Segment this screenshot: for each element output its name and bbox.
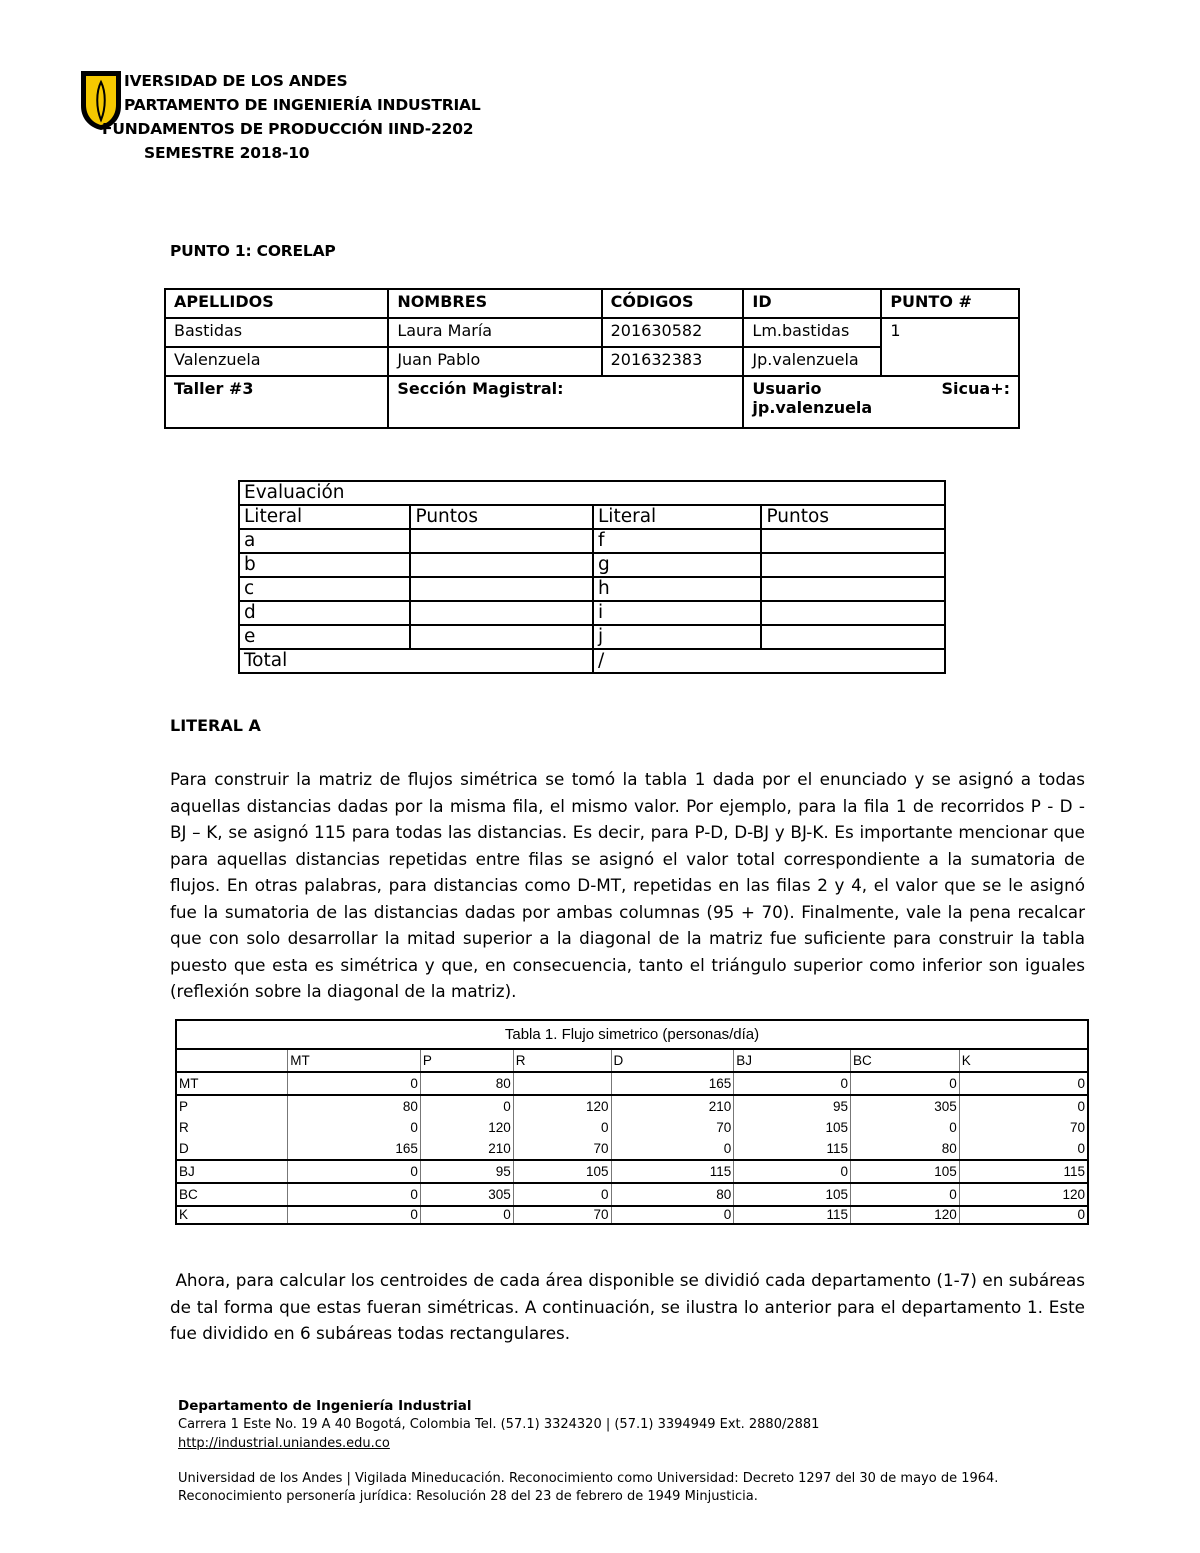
eval-literal: e xyxy=(239,625,410,649)
flow-cell: 120 xyxy=(420,1117,513,1138)
eval-points xyxy=(410,601,593,625)
flow-cell: 0 xyxy=(959,1138,1088,1160)
flow-cell: 165 xyxy=(288,1138,421,1160)
flow-cell: 0 xyxy=(734,1072,851,1095)
flow-cell: 0 xyxy=(288,1117,421,1138)
flow-cell: 0 xyxy=(959,1095,1088,1117)
cell-apellido: Bastidas xyxy=(165,318,388,347)
flow-cell: 120 xyxy=(850,1206,959,1224)
footer-address: Carrera 1 Este No. 19 A 40 Bogotá, Colombia Tel. (57.1) 3324320 | (57.1) 3394949 Ext. 2880/2881 xyxy=(178,1417,820,1432)
flow-cell: 105 xyxy=(850,1160,959,1183)
flow-cell: 115 xyxy=(734,1206,851,1224)
flow-cell: 165 xyxy=(611,1072,734,1095)
eval-literal: a xyxy=(239,529,410,553)
info-footer-row xyxy=(165,376,1019,428)
flow-col-header: BC xyxy=(850,1049,959,1072)
cell-codigo: 201632383 xyxy=(602,347,744,376)
flow-cell: 0 xyxy=(611,1206,734,1224)
footer-department: Departamento de Ingeniería Industrial xyxy=(178,1398,472,1414)
eval-literal: g xyxy=(593,553,761,577)
flow-cell: 0 xyxy=(850,1072,959,1095)
flow-cell: 210 xyxy=(420,1138,513,1160)
eval-literal: j xyxy=(593,625,761,649)
flow-row xyxy=(176,1206,1088,1224)
eval-points xyxy=(761,553,945,577)
eval-literal: c xyxy=(239,577,410,601)
flow-cell: 120 xyxy=(959,1183,1088,1206)
flow-cell: 95 xyxy=(734,1095,851,1117)
flow-cell: 0 xyxy=(420,1095,513,1117)
punto-title: PUNTO 1: CORELAP xyxy=(170,242,336,260)
eval-literal: b xyxy=(239,553,410,577)
flow-cell: 0 xyxy=(420,1206,513,1224)
eval-points xyxy=(761,529,945,553)
eval-literal: d xyxy=(239,601,410,625)
eval-literal: h xyxy=(593,577,761,601)
eval-literal: i xyxy=(593,601,761,625)
flow-row xyxy=(176,1117,1088,1138)
eval-col-literal: Literal xyxy=(593,505,761,529)
flow-cell: 305 xyxy=(850,1095,959,1117)
flow-cell: 0 xyxy=(513,1117,611,1138)
eval-points xyxy=(761,601,945,625)
eval-col-puntos: Puntos xyxy=(410,505,593,529)
flow-cell: 0 xyxy=(288,1160,421,1183)
flow-cell: 105 xyxy=(513,1160,611,1183)
evaluation-row xyxy=(239,529,945,553)
flow-col-header: MT xyxy=(288,1049,421,1072)
flow-row-label: P xyxy=(176,1095,288,1117)
cell-nombre: Laura María xyxy=(388,318,601,347)
header-semester: SEMESTRE 2018-10 xyxy=(144,144,310,162)
header-department: PARTAMENTO DE INGENIERÍA INDUSTRIAL xyxy=(124,96,481,114)
flow-cell: 105 xyxy=(734,1117,851,1138)
flow-col-header: R xyxy=(513,1049,611,1072)
col-punto: PUNTO # xyxy=(881,289,1019,318)
flow-cell: 115 xyxy=(959,1160,1088,1183)
student-row xyxy=(165,318,1019,347)
flow-col-header: BJ xyxy=(734,1049,851,1072)
footer-legal-2: Reconocimiento personería jurídica: Resolución 28 del 23 de febrero de 1949 Minjusticia. xyxy=(178,1489,758,1504)
flow-cell: 80 xyxy=(420,1072,513,1095)
flow-cell xyxy=(513,1072,611,1095)
flow-row-label: R xyxy=(176,1117,288,1138)
flow-cell: 115 xyxy=(734,1138,851,1160)
flow-row-label: BC xyxy=(176,1183,288,1206)
flow-cell: 305 xyxy=(420,1183,513,1206)
evaluation-table xyxy=(238,480,946,674)
footer-legal-1: Universidad de los Andes | Vigilada Mineducación. Reconocimiento como Universidad: Decreto 1297 del 30 de mayo de 1964. xyxy=(178,1471,999,1486)
flow-table-caption: Tabla 1. Flujo simetrico (personas/día) xyxy=(176,1020,1088,1049)
flow-col-header: D xyxy=(611,1049,734,1072)
eval-points xyxy=(410,553,593,577)
flow-cell: 0 xyxy=(513,1183,611,1206)
eval-points xyxy=(410,529,593,553)
cell-id: Jp.valenzuela xyxy=(743,347,881,376)
evaluation-row xyxy=(239,553,945,577)
sicua-label: Sicua+: xyxy=(941,379,1010,398)
evaluation-row xyxy=(239,625,945,649)
cell-id: Lm.bastidas xyxy=(743,318,881,347)
flow-cell: 80 xyxy=(611,1183,734,1206)
flow-cell: 0 xyxy=(288,1206,421,1224)
flow-cell: 210 xyxy=(611,1095,734,1117)
flow-cell: 0 xyxy=(288,1072,421,1095)
flow-cell: 0 xyxy=(288,1183,421,1206)
flow-cell: 0 xyxy=(611,1138,734,1160)
flow-row xyxy=(176,1160,1088,1183)
flow-header-row xyxy=(176,1049,1088,1072)
flow-cell: 0 xyxy=(959,1072,1088,1095)
eval-total-label: Total xyxy=(239,649,593,673)
flow-cell: 0 xyxy=(734,1160,851,1183)
flow-table xyxy=(175,1019,1089,1225)
flow-row-label: D xyxy=(176,1138,288,1160)
header-university: IVERSIDAD DE LOS ANDES xyxy=(124,72,348,90)
usuario-value: jp.valenzuela xyxy=(752,398,873,417)
flow-row xyxy=(176,1095,1088,1117)
cell-nombre: Juan Pablo xyxy=(388,347,601,376)
eval-points xyxy=(761,625,945,649)
col-codigos: CÓDIGOS xyxy=(602,289,744,318)
evaluation-title: Evaluación xyxy=(239,481,945,505)
evaluation-row xyxy=(239,601,945,625)
flow-cell: 80 xyxy=(288,1095,421,1117)
flow-cell: 120 xyxy=(513,1095,611,1117)
literal-heading: LITERAL A xyxy=(170,716,261,735)
evaluation-header-row xyxy=(239,505,945,529)
flow-cell: 70 xyxy=(959,1117,1088,1138)
flow-row xyxy=(176,1138,1088,1160)
eval-col-puntos: Puntos xyxy=(761,505,945,529)
usuario-cell xyxy=(743,376,1019,428)
taller-label: Taller #3 xyxy=(165,376,388,428)
col-apellidos: APELLIDOS xyxy=(165,289,388,318)
eval-points xyxy=(410,625,593,649)
flow-cell: 70 xyxy=(513,1138,611,1160)
flow-cell: 115 xyxy=(611,1160,734,1183)
flow-cell: 70 xyxy=(513,1206,611,1224)
paragraph-centroides: Ahora, para calcular los centroides de cada área disponible se dividió cada departamento (1-7) en subáreas de tal forma que estas fueran simétricas. A continuación, se ilustra lo anterior para el departamento 1. Este fue dividido en 6 subáreas todas rectangulares. xyxy=(170,1270,1112,1343)
flow-cell: 95 xyxy=(420,1160,513,1183)
cell-codigo: 201630582 xyxy=(602,318,744,347)
flow-row xyxy=(176,1072,1088,1095)
student-info-table xyxy=(164,288,1020,429)
cell-apellido: Valenzuela xyxy=(165,347,388,376)
evaluation-row xyxy=(239,577,945,601)
flow-cell: 105 xyxy=(734,1183,851,1206)
flow-cell: 0 xyxy=(850,1117,959,1138)
flow-cell: 0 xyxy=(850,1183,959,1206)
flow-row-label: K xyxy=(176,1206,288,1224)
flow-cell: 0 xyxy=(959,1206,1088,1224)
header-course: FUNDAMENTOS DE PRODUCCIÓN IIND-2202 xyxy=(102,120,474,138)
info-header-row xyxy=(165,289,1019,318)
col-id: ID xyxy=(743,289,881,318)
eval-total-value: / xyxy=(593,649,945,673)
flow-row-label: MT xyxy=(176,1072,288,1095)
flow-row-label: BJ xyxy=(176,1160,288,1183)
flow-corner xyxy=(176,1049,288,1072)
eval-points xyxy=(761,577,945,601)
footer-link[interactable]: http://industrial.uniandes.edu.co xyxy=(178,1436,390,1451)
seccion-label: Sección Magistral: xyxy=(388,376,743,428)
evaluation-total-row xyxy=(239,649,945,673)
paragraph-main: Para construir la matriz de flujos simétrica se tomó la tabla 1 dada por el enunciado y se asignó a todas aquellas distancias dadas por la misma fila, el mismo valor. Por ejemplo, para la fila 1 de recorridos P - D - BJ – K, se asignó 115 para todas las distancias. Es decir, para P-D, D-BJ y BJ-K. Es importante mencionar que para aquellas distancias repetidas entre filas se asignó el valor total correspondiente a la sumatoria de flujos. En otras palabras, para distancias como D-MT, repetidas en las filas 2 y 4, el valor que se le asignó fue la sumatoria de las distancias dadas por ambas columnas (95 + 70). Finalmente, vale la pena recalcar que con solo desarrollar la mitad superior a la diagonal de la matriz fue suficiente para construir la tabla puesto que esta es simétrica y que, en consecuencia, tanto el triángulo superior como inferior son iguales (reflexión sobre la diagonal de la matriz). xyxy=(170,769,1085,1001)
eval-literal: f xyxy=(593,529,761,553)
eval-points xyxy=(410,577,593,601)
flow-col-header: P xyxy=(420,1049,513,1072)
flow-col-header: K xyxy=(959,1049,1088,1072)
flow-cell: 80 xyxy=(850,1138,959,1160)
usuario-label: Usuario xyxy=(752,379,822,398)
eval-col-literal: Literal xyxy=(239,505,410,529)
flow-cell: 70 xyxy=(611,1117,734,1138)
col-nombres: NOMBRES xyxy=(388,289,601,318)
cell-punto-number: 1 xyxy=(881,318,1019,376)
flow-row xyxy=(176,1183,1088,1206)
